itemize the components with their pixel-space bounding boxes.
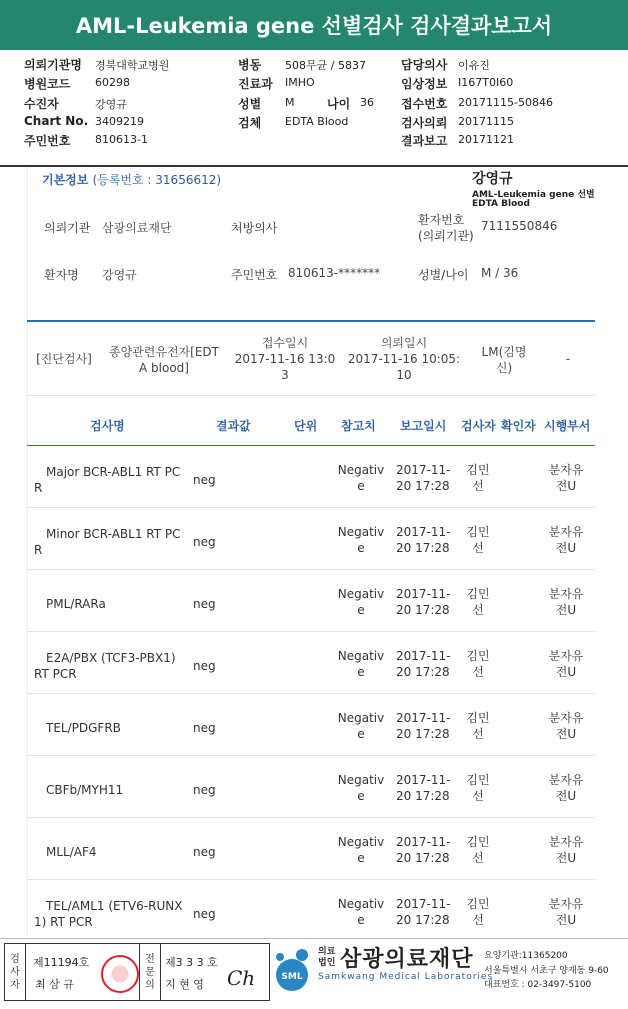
- vlabel-char: 전: [145, 953, 155, 965]
- info-divider: [27, 395, 595, 396]
- test-name: [34, 844, 184, 860]
- patient-value: 강영규: [102, 268, 137, 282]
- report-datetime-line: 2017-11-: [396, 711, 451, 725]
- tester-name: [466, 834, 490, 866]
- report-footer: [0, 938, 628, 1009]
- tester-name-line: 선: [472, 603, 484, 617]
- header-value: 3409219: [95, 115, 144, 128]
- header-value: 20171121: [458, 133, 514, 146]
- header-label: 결과보고: [401, 134, 448, 148]
- org-address: 서울특별시 서초구 양재동 9-60: [484, 966, 609, 976]
- header-label: 검사의뢰: [401, 116, 448, 130]
- report-title: AML-Leukemia gene 선별검사 검사결과보고서: [0, 0, 628, 50]
- report-datetime-line: 20 17:28: [396, 479, 450, 493]
- vlabel-char: 자: [10, 979, 20, 991]
- reference-value-line: e: [357, 727, 365, 741]
- result-value: [193, 906, 216, 922]
- result-value: [193, 844, 216, 860]
- department-line: 전U: [555, 603, 577, 617]
- report-datetime: [396, 462, 454, 494]
- test-name-line: MLL/AF4: [46, 845, 97, 859]
- org-type-line: 법인: [318, 958, 336, 968]
- tester-name-line: 김민: [466, 773, 490, 787]
- reference-value-line: Negativ: [337, 897, 385, 911]
- department-line: 분자유: [548, 525, 584, 539]
- department: [548, 462, 584, 494]
- reference-value-line: e: [357, 541, 365, 555]
- vlabel-char: 문: [145, 966, 155, 978]
- department: [548, 710, 584, 742]
- header-value: 20171115-50846: [458, 96, 553, 109]
- department: [548, 586, 584, 618]
- tester-name: [466, 462, 490, 494]
- result-value-line: neg: [193, 597, 216, 611]
- tester-name: [466, 710, 490, 742]
- header-label: 성별: [238, 97, 262, 111]
- tester-name-line: 선: [472, 789, 484, 803]
- header-value: 경북대학교병원: [95, 59, 170, 72]
- header-value: M: [285, 96, 295, 109]
- report-datetime-line: 20 17:28: [396, 603, 450, 617]
- header-label: 주민번호: [24, 134, 71, 148]
- header-value: 810613-1: [95, 133, 148, 146]
- tester-name-line: 김민: [466, 897, 490, 911]
- test-name-line: R: [34, 543, 43, 557]
- test-name-line: 1) RT PCR: [34, 915, 93, 929]
- org-english-name: Samkwang Medical Laboratories: [318, 972, 494, 982]
- sexage-label: 성별/나이: [418, 268, 469, 282]
- department-line: 분자유: [548, 463, 584, 477]
- department-line: 전U: [555, 789, 577, 803]
- tester-name-line: 선: [472, 479, 484, 493]
- test-name-line: RT PCR: [34, 667, 77, 681]
- result-value: [193, 782, 216, 798]
- report-datetime-line: 2017-11-: [396, 463, 451, 477]
- vlabel-char: 의: [145, 979, 155, 991]
- header-label: 의뢰기관명: [24, 58, 82, 72]
- result-value: [193, 596, 216, 612]
- test-name: [34, 782, 184, 798]
- section-divider: [27, 320, 595, 322]
- reference-value-line: e: [357, 789, 365, 803]
- test-name: [34, 898, 184, 930]
- department-line: 전U: [555, 913, 577, 927]
- reference-value: [337, 772, 385, 804]
- age-label: 나이: [327, 97, 351, 111]
- department-line: 분자유: [548, 649, 584, 663]
- table-header-divider: [27, 445, 595, 446]
- basic-info-label: 기본정보: [42, 173, 89, 187]
- report-datetime-line: 20 17:28: [396, 727, 450, 741]
- col-header-test: 검사명: [90, 419, 125, 433]
- col-header-ref: 참고치: [341, 419, 376, 433]
- test-name: [34, 464, 184, 496]
- report-datetime-line: 20 17:28: [396, 789, 450, 803]
- reference-value-line: Negativ: [337, 587, 385, 601]
- vlabel-char: 사: [10, 966, 20, 978]
- specialist-name: 지 현 영: [165, 978, 204, 991]
- reference-value-line: Negativ: [337, 773, 385, 787]
- row-divider: [27, 569, 595, 570]
- department: [548, 896, 584, 928]
- patno-sublabel: (의뢰기관): [418, 229, 474, 243]
- department-line: 분자유: [548, 835, 584, 849]
- vlabel-char: 검: [10, 953, 20, 965]
- org-type-line: 의료: [318, 947, 336, 957]
- specialist-license: 제3 3 3 호: [165, 956, 218, 969]
- header-label: 진료과: [238, 77, 273, 91]
- sample-tag-specimen: EDTA Blood: [472, 199, 530, 209]
- report-datetime-line: 2017-11-: [396, 649, 451, 663]
- tester-name-line: 선: [472, 727, 484, 741]
- reference-value-line: Negativ: [337, 463, 385, 477]
- row-divider: [27, 755, 595, 756]
- result-value: [193, 658, 216, 674]
- result-value: [193, 534, 216, 550]
- dash-value: -: [565, 352, 571, 366]
- org-code: 요양기관:11365200: [484, 951, 568, 961]
- department-line: 전U: [555, 665, 577, 679]
- sample-tag-name: 강영규: [472, 171, 513, 187]
- reference-value-line: Negativ: [337, 711, 385, 725]
- tester-name-line: 김민: [466, 835, 490, 849]
- department-line: 분자유: [548, 711, 584, 725]
- lm-person: [474, 344, 534, 376]
- test-name-line: E2A/PBX (TCF3-PBX1): [46, 651, 176, 665]
- patno-label: 환자번호: [418, 213, 465, 227]
- tester-name-line: 김민: [466, 711, 490, 725]
- header-label: 접수번호: [401, 97, 448, 111]
- reference-value: [337, 834, 385, 866]
- sexage-value: M / 36: [481, 266, 519, 280]
- result-value-line: neg: [193, 721, 216, 735]
- report-datetime-line: 2017-11-: [396, 897, 451, 911]
- received-label: 접수일시: [261, 336, 309, 350]
- department-line: 분자유: [548, 587, 584, 601]
- report-datetime: [396, 524, 454, 556]
- test-name-line: PML/RARa: [46, 597, 106, 611]
- department-line: 전U: [555, 541, 577, 555]
- header-label: 수진자: [24, 97, 59, 111]
- requested-at: [345, 335, 463, 383]
- seal-stamp: [101, 955, 139, 993]
- report-datetime: [396, 586, 454, 618]
- col-header-date: 보고일시: [400, 419, 447, 433]
- test-name: [34, 650, 184, 682]
- reference-value-line: e: [357, 851, 365, 865]
- test-name-line: Minor BCR-ABL1 RT PC: [46, 527, 181, 541]
- header-value: 20171115: [458, 115, 514, 128]
- tester-name-line: 김민: [466, 587, 490, 601]
- col-header-unit: 단위: [294, 419, 318, 433]
- reference-value-line: Negativ: [337, 835, 385, 849]
- received-line: 3: [281, 368, 289, 382]
- signature-box: [4, 943, 270, 1001]
- result-value-line: neg: [193, 659, 216, 673]
- test-name-line: TEL/PDGFRB: [46, 721, 121, 735]
- col-header-result: 결과값: [216, 419, 251, 433]
- org-type: [318, 947, 335, 969]
- specialist-vertical-label: [139, 944, 161, 1000]
- col-header-tester: 검사자: [461, 419, 496, 433]
- requested-line: 2017-11-16 10:05:: [347, 352, 461, 366]
- tester-vertical-label: [5, 944, 26, 1000]
- tester-name: [466, 586, 490, 618]
- report-datetime: [396, 772, 454, 804]
- row-divider: [27, 817, 595, 818]
- department-line: 전U: [555, 479, 577, 493]
- result-value-line: neg: [193, 907, 216, 921]
- sample-tag-test: AML-Leukemia gene 선별: [472, 190, 595, 200]
- rrn-label: 주민번호: [231, 268, 278, 282]
- patient-label: 환자명: [44, 268, 79, 282]
- header-label: 담당의사: [401, 58, 448, 72]
- tester-name: [466, 648, 490, 680]
- report-datetime: [396, 896, 454, 928]
- header-value: 60298: [95, 76, 130, 89]
- lm-line: LM(김명: [481, 345, 527, 359]
- reference-value-line: Negativ: [337, 525, 385, 539]
- reference-value: [337, 710, 385, 742]
- tester-name-line: 김민: [466, 649, 490, 663]
- sml-logo-icon: [272, 945, 312, 993]
- test-name-line: R: [34, 481, 43, 495]
- tester-name-line: 선: [472, 913, 484, 927]
- department-line: 분자유: [548, 897, 584, 911]
- result-value: [193, 472, 216, 488]
- header-value: IMHO: [285, 76, 315, 89]
- tester-name-line: 선: [472, 665, 484, 679]
- header-value: I167T0I60: [458, 76, 514, 89]
- tester-name-line: 김민: [466, 525, 490, 539]
- test-group-line: 종양관련유전자[EDT: [109, 345, 219, 359]
- result-value-line: neg: [193, 535, 216, 549]
- report-header: [0, 50, 628, 165]
- test-group-line: A blood]: [139, 361, 189, 375]
- department: [548, 834, 584, 866]
- rrn-value: 810613-*******: [288, 266, 381, 280]
- report-datetime: [396, 834, 454, 866]
- department: [548, 524, 584, 556]
- header-label: 병동: [238, 58, 262, 72]
- department: [548, 772, 584, 804]
- inst-label: 의뢰기관: [44, 221, 91, 235]
- department: [548, 648, 584, 680]
- tester-name: [466, 524, 490, 556]
- received-line: 2017-11-16 13:0: [234, 352, 336, 366]
- org-name: 삼광의료재단: [340, 947, 474, 972]
- department-line: 전U: [555, 851, 577, 865]
- department-line: 분자유: [548, 773, 584, 787]
- reference-value: [337, 462, 385, 494]
- test-name: [34, 720, 184, 736]
- tester-name-line: 선: [472, 541, 484, 555]
- test-name: [34, 526, 184, 558]
- report-datetime: [396, 710, 454, 742]
- header-label: 임상정보: [401, 77, 448, 91]
- signature: Ch: [227, 966, 256, 990]
- report-datetime-line: 20 17:28: [396, 541, 450, 555]
- reference-value: [337, 648, 385, 680]
- header-label: 검체: [238, 116, 262, 130]
- requested-label: 의뢰일시: [380, 336, 428, 350]
- reference-value-line: e: [357, 479, 365, 493]
- reference-value: [337, 896, 385, 928]
- test-name-line: TEL/AML1 (ETV6-RUNX: [46, 899, 183, 913]
- report-datetime-line: 2017-11-: [396, 587, 451, 601]
- report-datetime-line: 2017-11-: [396, 835, 451, 849]
- reference-value-line: e: [357, 913, 365, 927]
- result-value-line: neg: [193, 845, 216, 859]
- doctor-label: 처방의사: [231, 221, 278, 235]
- category-label: [진단검사]: [36, 352, 92, 366]
- header-value: 이유진: [458, 59, 490, 72]
- row-divider: [27, 507, 595, 508]
- header-label: Chart No.: [24, 114, 89, 128]
- report-datetime-line: 2017-11-: [396, 773, 451, 787]
- org-phone: 대표번호 : 02-3497-5100: [484, 980, 592, 990]
- result-value: [193, 720, 216, 736]
- header-value: EDTA Blood: [285, 115, 349, 128]
- report-datetime-line: 20 17:28: [396, 665, 450, 679]
- age-value: 36: [360, 96, 374, 109]
- tester-name: [466, 896, 490, 928]
- report-datetime-line: 2017-11-: [396, 525, 451, 539]
- patno-value: 7111550846: [481, 219, 558, 233]
- result-value-line: neg: [193, 473, 216, 487]
- row-divider: [27, 631, 595, 632]
- report-datetime-line: 20 17:28: [396, 851, 450, 865]
- col-header-dept: 시행부서: [544, 419, 591, 433]
- inst-value: 삼광의료재단: [102, 221, 172, 235]
- report-datetime-line: 20 17:28: [396, 913, 450, 927]
- test-name-line: CBFb/MYH11: [46, 783, 124, 797]
- test-name-line: Major BCR-ABL1 RT PC: [46, 465, 181, 479]
- requested-line: 10: [396, 368, 412, 382]
- basic-info-heading: [42, 171, 221, 188]
- lm-line: 신): [495, 361, 513, 375]
- test-group: [106, 344, 222, 376]
- header-label: 병원코드: [24, 77, 71, 91]
- test-name: [34, 596, 184, 612]
- reference-value-line: e: [357, 603, 365, 617]
- header-value: 508무균 / 5837: [285, 59, 366, 72]
- result-value-line: neg: [193, 783, 216, 797]
- tester-name: [466, 772, 490, 804]
- department-line: 전U: [555, 727, 577, 741]
- row-divider: [27, 879, 595, 880]
- reference-value-line: e: [357, 665, 365, 679]
- report-datetime: [396, 648, 454, 680]
- reference-value: [337, 524, 385, 556]
- registration-number: (등록번호 : 31656612): [92, 173, 222, 187]
- col-header-confirmer: 확인자: [501, 419, 536, 433]
- tester-license: 제11194호: [33, 956, 90, 969]
- tester-name: 최 삼 규: [35, 978, 74, 991]
- reference-value: [337, 586, 385, 618]
- tester-name-line: 김민: [466, 463, 490, 477]
- reference-value-line: Negativ: [337, 649, 385, 663]
- logo-text: SML: [281, 972, 303, 982]
- tester-name-line: 선: [472, 851, 484, 865]
- header-value: 강영규: [95, 98, 127, 111]
- received-at: [230, 335, 340, 383]
- row-divider: [27, 693, 595, 694]
